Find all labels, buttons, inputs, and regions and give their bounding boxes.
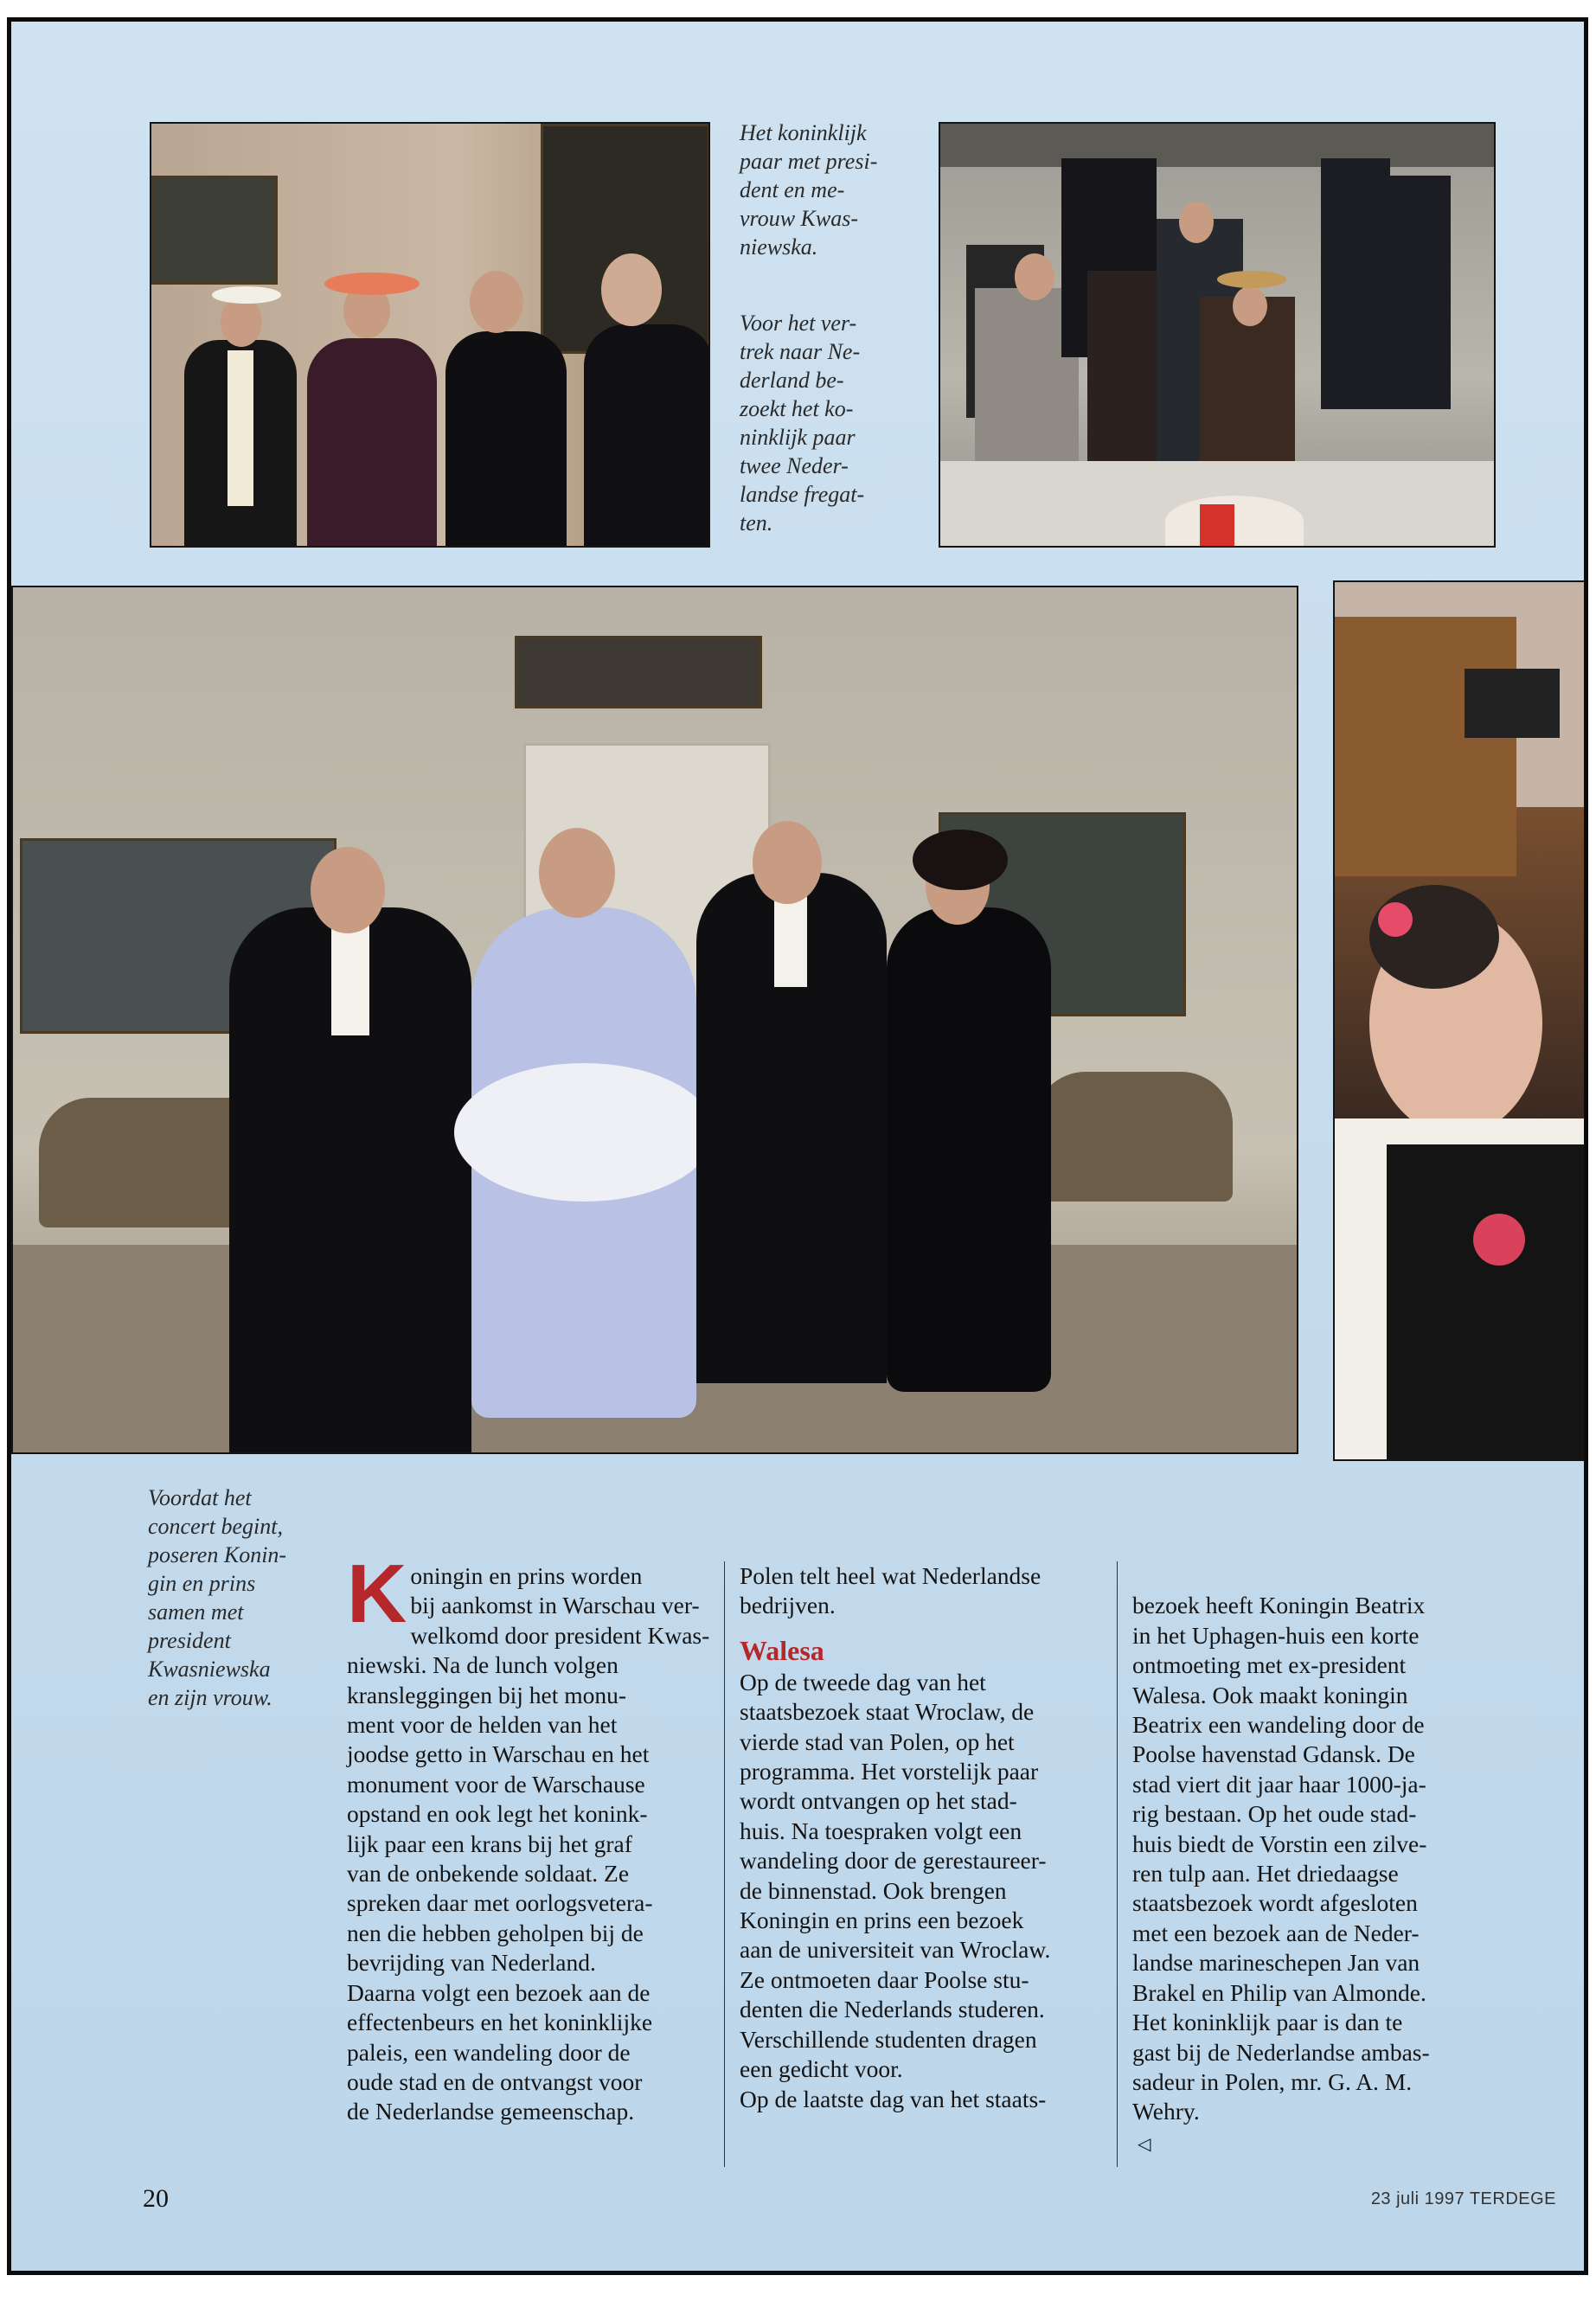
article-paragraph-1: oningin en prins worden bij aankomst in Warschau ver- welkomd door president Kwas- niewski. Na de lunch volgen kransleggingen bij het monu- ment voor de helden van het joodse getto in Warschau en het monument voor de Warschause opstand en ook legt het konink- lijk paar een krans bij het graf van de onbekende soldaat. Ze spreken daar met oorlogsvetera- nen die hebben geholpen bij de bevrijding van Nederland. Daarna volgt een bezoek aan de effectenbeurs en het koninklijke paleis, een wandeling door de oude stad en de ontvangst voor de Nederlandse gemeenschap. (347, 1562, 710, 2125)
article-paragraph-2: Polen telt heel wat Nederlandse bedrijven. (740, 1562, 1042, 1619)
caption-frigates-visit: Voor het ver- trek naar Ne- derland be- zoekt het ko- ninklijk paar twee Neder- landse fregat- ten. (740, 311, 865, 535)
article-column-1 (347, 1548, 727, 2127)
caption-royal-couple-president: Het koninklijk paar met presi- dent en me- vrouw Kwas- niewska. (740, 120, 878, 260)
column-rule-1 (724, 1561, 725, 2167)
page-number: 20 (143, 2184, 169, 2213)
photo-folk-costume (1333, 580, 1587, 1461)
photo-concert-group (11, 586, 1298, 1454)
magazine-page (7, 17, 1588, 2275)
photo-royal-couple-with-president (150, 122, 710, 548)
article-column-3 (1132, 1561, 1513, 2158)
end-triangle-icon: ◁ (1138, 2132, 1151, 2154)
subheading-walesa: Walesa (740, 1634, 824, 1666)
caption-concert: Voordat het concert begint, poseren Konin- gin en prins samen met president Kwasniewska en zijn vrouw. (148, 1485, 287, 1710)
article-paragraph-4-text: bezoek heeft Koningin Beatrix in het Uphagen-huis een korte ontmoeting met ex-president Walesa. Ook maakt koningin Beatrix een wandeling door de Poolse havenstad Gdansk. De stad viert dit jaar haar 1000-ja- rig bestaan. Op het oude stad- huis biedt de Vorstin een zilve- ren tulp aan. Het driedaagse staatsbezoek wordt afgesloten met een bezoek aan de Neder- landse marineschepen Jan van Brakel en Philip van Almonde. Het koninklijk paar is dan te gast bij de Nederlandse ambas- sadeur in Polen, mr. G. A. M. Wehry. (1132, 1592, 1430, 2125)
column-rule-2 (1117, 1561, 1118, 2167)
article-paragraph-4 (1132, 1561, 1513, 2158)
drop-cap: K (347, 1548, 407, 1640)
article-column-2 (740, 1561, 1120, 2114)
article-paragraph-3: Op de tweede dag van het staatsbezoek staat Wroclaw, de vierde stad van Polen, op het programma. Het vorstelijk paar wordt ontvangen op het stad- huis. Na toespraken volgt een wandeling door de gerestaureer- de binnenstad. Ook brengen Koningin en prins een bezoek aan de universiteit van Wroclaw. Ze ontmoeten daar Poolse stu- denten die Nederlands studeren. Verschillende studenten dragen een gedicht voor. Op de laatste dag van het staats- (740, 1668, 1051, 2112)
issue-line: 23 juli 1997 TERDEGE (1370, 2189, 1556, 2208)
photo-frigates-visit (939, 122, 1496, 548)
